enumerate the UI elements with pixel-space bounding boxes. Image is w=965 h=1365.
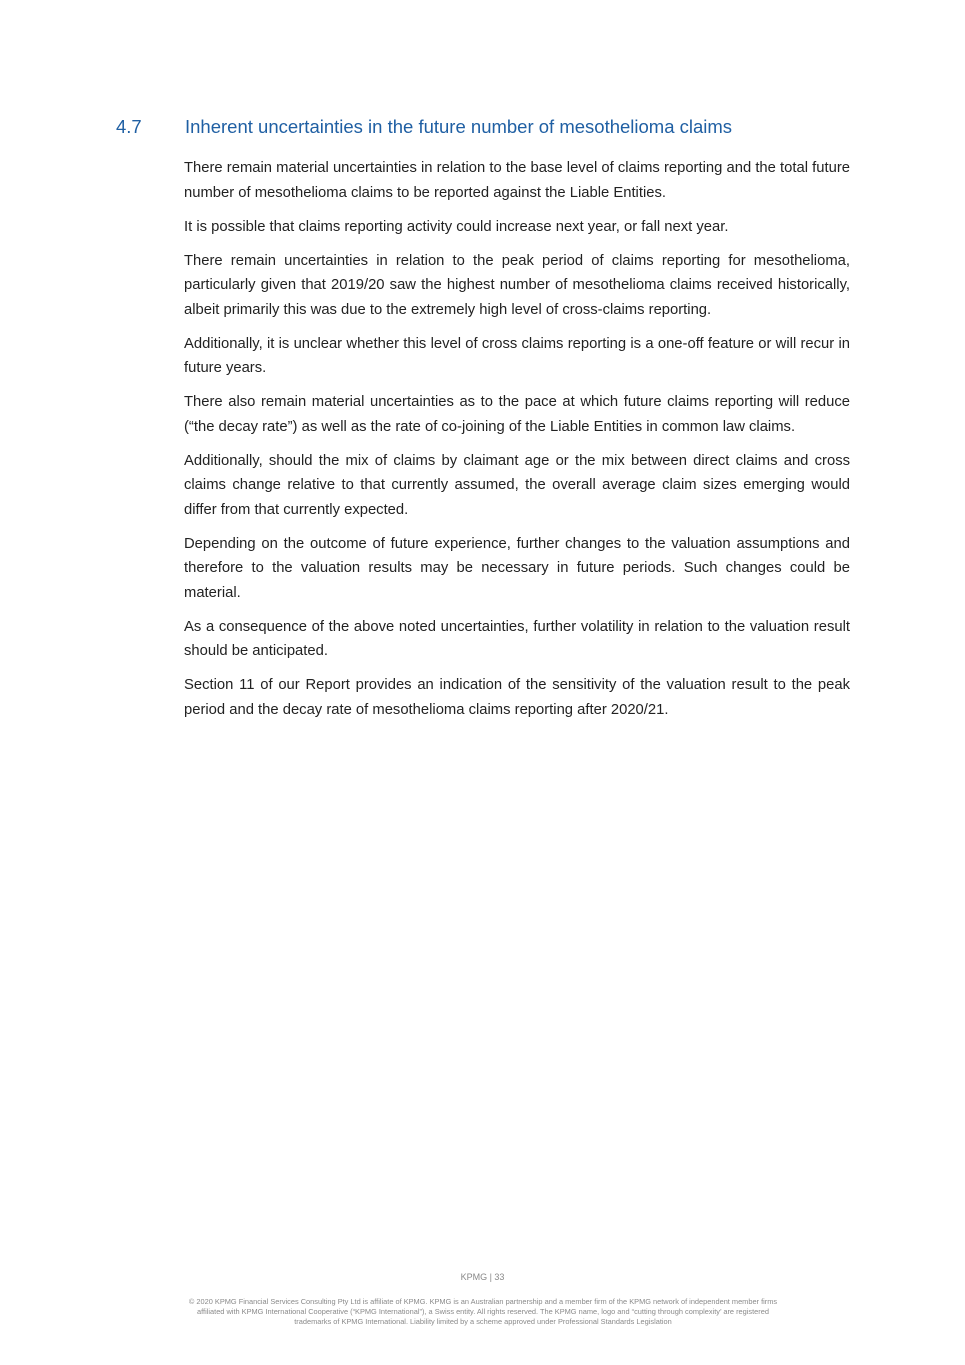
paragraph: It is possible that claims reporting activity could increase next year, or fall next year. — [184, 218, 729, 235]
paragraph: There remain material uncertainties in relation to the base level of claims reporting and the total future number of mesothelioma claims to be reported against the Liable Entities. — [184, 160, 850, 201]
copyright-line: affiliated with KPMG International Cooperative (“KPMG International”), a Swiss entity. All rights reserved. The KPMG name, logo and “cutting through complexity’ are registered — [197, 1307, 769, 1316]
section-heading — [116, 116, 876, 142]
paragraph: As a consequence of the above noted uncertainties, further volatility in relation to the valuation result should be anticipated. — [184, 618, 850, 659]
section-number: 4.7 — [116, 116, 142, 137]
copyright-notice — [118, 1297, 848, 1327]
paragraph: Depending on the outcome of future experience, further changes to the valuation assumptions and therefore to the valuation results may be necessary in future periods. Such changes could be material. — [184, 535, 850, 601]
body-text — [184, 156, 850, 756]
paragraph: Additionally, it is unclear whether this level of cross claims reporting is a one-off feature or will recur in future years. — [184, 335, 850, 376]
copyright-line: © 2020 KPMG Financial Services Consulting Pty Ltd is affiliate of KPMG. KPMG is an Australian partnership and a member firm of the KPMG network of independent member firms — [188, 1297, 778, 1306]
copyright-line: trademarks of KPMG International. Liability limited by a scheme approved under Professional Standards Legislation — [294, 1317, 672, 1326]
paragraph: Section 11 of our Report provides an indication of the sensitivity of the valuation result to the peak period and the decay rate of mesothelioma claims reporting after 2020/21. — [184, 677, 850, 718]
page-number: KPMG | 33 — [460, 1272, 505, 1282]
paragraph: There also remain material uncertainties as to the pace at which future claims reporting will reduce (“the decay rate”) as well as the rate of co-joining of the Liable Entities in common law claims. — [184, 394, 850, 435]
paragraph: There remain uncertainties in relation to the peak period of claims reporting for mesothelioma, particularly given that 2019/20 saw the highest number of mesothelioma claims received historically, albeit primarily this was due to the extremely high level of cross-claims reporting. — [184, 252, 850, 318]
paragraph: Additionally, should the mix of claims by claimant age or the mix between direct claims and cross claims change relative to that currently assumed, the overall average claim sizes emerging would differ from that currently expected. — [184, 452, 850, 518]
section-title: Inherent uncertainties in the future number of mesothelioma claims — [185, 116, 733, 137]
